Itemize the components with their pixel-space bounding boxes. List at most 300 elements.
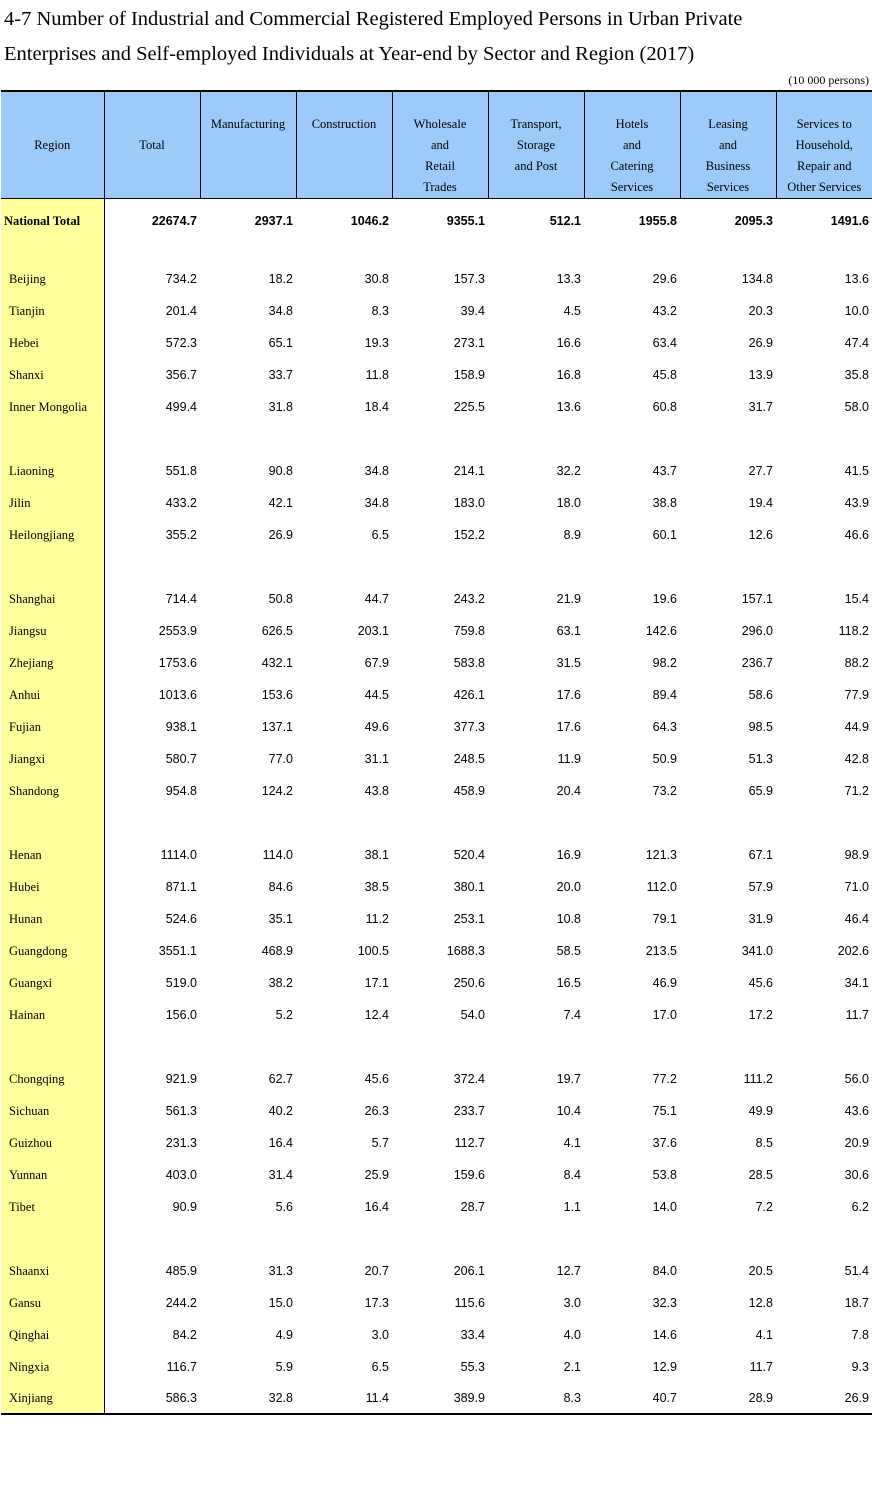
cell-construction: 44.5: [364, 688, 389, 702]
cell-leasing: 236.7: [741, 656, 773, 670]
cell-leasing: 98.5: [748, 720, 773, 734]
cell-manufacturing: 42.1: [268, 496, 293, 510]
header-transport: [488, 91, 584, 199]
cell-hotels: 60.8: [652, 400, 677, 414]
cell-total: 871.1: [165, 880, 197, 894]
cell-total: 524.6: [165, 912, 197, 926]
cell-services: 6.2: [851, 1200, 869, 1214]
cell-manufacturing: 65.1: [268, 336, 293, 350]
cell-transport: 13.3: [556, 272, 581, 286]
cell-total: 2553.9: [158, 624, 197, 638]
spacer-cell: [392, 423, 488, 455]
header-hotels: [584, 91, 680, 199]
spacer-cell: [104, 807, 200, 839]
cell-leasing: 134.8: [741, 272, 773, 286]
header-construction: [296, 91, 392, 199]
table-row: [1, 583, 872, 615]
data-table-container: [1, 90, 872, 1415]
cell-services: 7.8: [851, 1328, 869, 1342]
cell-total: 551.8: [165, 464, 197, 478]
cell-manufacturing: 31.4: [268, 1168, 293, 1182]
cell-region: Shaanxi: [1, 1255, 104, 1287]
cell-manufacturing: 77.0: [268, 752, 293, 766]
cell-region: Shandong: [1, 775, 104, 807]
spacer-cell: [776, 551, 872, 583]
table-row: [1, 1063, 872, 1095]
spacer-cell: [296, 1223, 392, 1255]
cell-transport: 3.0: [563, 1296, 581, 1310]
cell-services: 30.6: [844, 1168, 869, 1182]
title-line-1: 4-7 Number of Industrial and Commercial Registered Employed Persons in Urban Private: [4, 8, 743, 30]
cell-region: Guizhou: [1, 1127, 104, 1159]
cell-construction: 16.4: [364, 1200, 389, 1214]
cell-construction: 11.8: [365, 368, 389, 382]
group-spacer-row: [1, 807, 872, 839]
spacer-cell: [200, 243, 296, 263]
cell-hotels: 45.8: [652, 368, 677, 382]
spacer-cell: [296, 1031, 392, 1063]
table-row: [1, 615, 872, 647]
spacer-cell: [392, 243, 488, 263]
cell-construction: 49.6: [364, 720, 389, 734]
cell-wholesale: 183.0: [453, 496, 485, 510]
cell-transport: 16.8: [556, 368, 581, 382]
cell-services: 88.2: [844, 656, 869, 670]
cell-wholesale: 112.7: [454, 1136, 485, 1150]
cell-region: Yunnan: [1, 1159, 104, 1191]
cell-leasing: 28.9: [680, 1383, 776, 1414]
cell-wholesale: 243.2: [453, 592, 485, 606]
cell-total: 1114.0: [160, 848, 197, 862]
table-row: [1, 263, 872, 295]
cell-hotels: 1955.8: [638, 214, 677, 228]
cell-wholesale: 159.6: [453, 1168, 485, 1182]
cell-leasing: 27.7: [748, 464, 773, 478]
cell-construction: 45.6: [364, 1072, 389, 1086]
spacer-cell: [776, 423, 872, 455]
spacer-cell: [776, 1031, 872, 1063]
cell-transport: 10.4: [556, 1104, 581, 1118]
cell-construction: 12.4: [364, 1008, 389, 1022]
header-construction-label: Construction: [311, 117, 377, 131]
spacer-cell: [584, 243, 680, 263]
cell-transport: 4.5: [563, 304, 581, 318]
cell-services: 9.3: [851, 1360, 869, 1374]
table-row: [1, 1383, 872, 1414]
group-spacer-row: [1, 423, 872, 455]
cell-total: 156.0: [165, 1008, 197, 1022]
cell-leasing: 19.4: [748, 496, 773, 510]
cell-hotels: 37.6: [652, 1136, 677, 1150]
table-row: [1, 1095, 872, 1127]
header-region: Region: [1, 91, 104, 199]
table-row: [1, 391, 872, 423]
cell-wholesale: 377.3: [453, 720, 485, 734]
cell-leasing: 26.9: [748, 336, 773, 350]
cell-transport: 17.6: [556, 688, 581, 702]
cell-region: National Total: [1, 199, 104, 244]
cell-hotels: 38.8: [652, 496, 677, 510]
cell-transport: 58.5: [556, 944, 581, 958]
cell-leasing: 20.5: [748, 1264, 773, 1278]
cell-leasing: 11.7: [749, 1360, 773, 1374]
cell-region: Gansu: [1, 1287, 104, 1319]
cell-leasing: 296.0: [741, 624, 773, 638]
group-spacer-row: [1, 1031, 872, 1063]
cell-services: 71.2: [844, 784, 869, 798]
spacer-cell: [200, 423, 296, 455]
header-services: [776, 91, 872, 199]
cell-leasing: 45.6: [748, 976, 773, 990]
header-manufacturing: [200, 91, 296, 199]
cell-wholesale: 426.1: [453, 688, 485, 702]
cell-hotels: 89.4: [652, 688, 677, 702]
cell-wholesale: 9355.1: [446, 214, 485, 228]
cell-total: 201.4: [165, 304, 197, 318]
cell-region: Xinjiang: [1, 1383, 104, 1414]
cell-services: 118.2: [838, 624, 869, 638]
spacer-cell: [680, 243, 776, 263]
cell-manufacturing: 5.9: [275, 1360, 293, 1374]
cell-manufacturing: 35.1: [268, 912, 293, 926]
cell-wholesale: 214.1: [453, 464, 485, 478]
cell-leasing: 4.1: [755, 1328, 773, 1342]
cell-total: 433.2: [165, 496, 197, 510]
cell-wholesale: 54.0: [460, 1008, 485, 1022]
cell-manufacturing: 84.6: [268, 880, 293, 894]
cell-transport: 11.9: [557, 752, 581, 766]
cell-total: 3551.1: [158, 944, 197, 958]
cell-leasing: 31.9: [748, 912, 773, 926]
cell-leasing: 17.2: [748, 1008, 773, 1022]
spacer-cell: [488, 551, 584, 583]
cell-wholesale: 225.5: [453, 400, 485, 414]
cell-hotels: 84.0: [652, 1264, 677, 1278]
cell-wholesale: 372.4: [453, 1072, 485, 1086]
cell-construction: 31.1: [364, 752, 389, 766]
cell-leasing: 12.8: [748, 1296, 773, 1310]
cell-region: Beijing: [1, 263, 104, 295]
group-spacer-row: [1, 551, 872, 583]
cell-leasing: 58.6: [748, 688, 773, 702]
cell-services: 56.0: [844, 1072, 869, 1086]
cell-wholesale: 115.6: [454, 1296, 485, 1310]
cell-transport: 32.2: [556, 464, 581, 478]
cell-construction: 34.8: [364, 464, 389, 478]
cell-manufacturing: 114.0: [262, 848, 293, 862]
cell-wholesale: 157.3: [453, 272, 485, 286]
cell-wholesale: 583.8: [453, 656, 485, 670]
spacer-cell: [680, 423, 776, 455]
cell-leasing: 2095.3: [734, 214, 773, 228]
spacer-cell: [1, 423, 104, 455]
cell-transport: 16.9: [556, 848, 581, 862]
cell-services: 77.9: [844, 688, 869, 702]
cell-hotels: 63.4: [652, 336, 677, 350]
cell-wholesale: 33.4: [460, 1328, 485, 1342]
cell-total: 244.2: [165, 1296, 197, 1310]
cell-hotels: 112.0: [646, 880, 677, 894]
spacer-cell: [680, 1031, 776, 1063]
cell-construction: 67.9: [364, 656, 389, 670]
cell-services: 202.6: [837, 944, 869, 958]
cell-manufacturing: 50.8: [268, 592, 293, 606]
cell-hotels: 40.7: [584, 1383, 680, 1414]
table-row: [1, 455, 872, 487]
cell-manufacturing: 34.8: [268, 304, 293, 318]
cell-wholesale: 233.7: [453, 1104, 485, 1118]
header-hotels-label: Hotels and Catering Services: [610, 117, 654, 194]
cell-transport: 4.1: [563, 1136, 581, 1150]
national-total-row: [1, 199, 872, 244]
cell-manufacturing: 40.2: [268, 1104, 293, 1118]
cell-total: 499.4: [165, 400, 197, 414]
spacer-cell: [680, 807, 776, 839]
table-row: [1, 487, 872, 519]
cell-leasing: 7.2: [755, 1200, 773, 1214]
cell-total: 403.0: [165, 1168, 197, 1182]
spacer-cell: [104, 243, 200, 263]
cell-hotels: 14.0: [652, 1200, 677, 1214]
cell-services: 13.6: [844, 272, 869, 286]
cell-region: Tibet: [1, 1191, 104, 1223]
table-row: [1, 327, 872, 359]
group-spacer-row: [1, 1223, 872, 1255]
cell-leasing: 57.9: [748, 880, 773, 894]
header-manufacturing-label: Manufacturing: [210, 117, 286, 131]
cell-construction: 17.3: [364, 1296, 389, 1310]
cell-transport: 21.9: [556, 592, 581, 606]
cell-hotels: 32.3: [652, 1296, 677, 1310]
cell-leasing: 20.3: [748, 304, 773, 318]
cell-manufacturing: 5.6: [275, 1200, 293, 1214]
cell-services: 41.5: [844, 464, 869, 478]
cell-leasing: 13.9: [748, 368, 773, 382]
cell-construction: 203.1: [357, 624, 389, 638]
cell-transport: 16.6: [556, 336, 581, 350]
spacer-cell: [488, 423, 584, 455]
cell-manufacturing: 31.3: [268, 1264, 293, 1278]
table-row: [1, 1191, 872, 1223]
spacer-cell: [1, 243, 104, 263]
cell-manufacturing: 62.7: [268, 1072, 293, 1086]
spacer-cell: [392, 1223, 488, 1255]
cell-transport: 10.8: [556, 912, 581, 926]
cell-construction: 3.0: [371, 1328, 389, 1342]
spacer-cell: [200, 807, 296, 839]
cell-manufacturing: 38.2: [268, 976, 293, 990]
cell-transport: 31.5: [556, 656, 581, 670]
table-row: [1, 519, 872, 551]
cell-wholesale: 206.1: [453, 1264, 485, 1278]
title-line-2: Enterprises and Self-employed Individuals at Year-end by Sector and Region (2017): [4, 43, 695, 65]
table-row: [1, 295, 872, 327]
cell-transport: 4.0: [563, 1328, 581, 1342]
cell-construction: 25.9: [364, 1168, 389, 1182]
cell-region: Jiangsu: [1, 615, 104, 647]
cell-hotels: 73.2: [652, 784, 677, 798]
table-row: [1, 967, 872, 999]
spacer-cell: [488, 1031, 584, 1063]
cell-construction: 44.7: [364, 592, 389, 606]
cell-manufacturing: 626.5: [261, 624, 293, 638]
cell-wholesale: 389.9: [392, 1383, 488, 1414]
cell-transport: 20.0: [556, 880, 581, 894]
cell-hotels: 142.6: [645, 624, 677, 638]
cell-services: 34.1: [844, 976, 869, 990]
cell-region: Guangdong: [1, 935, 104, 967]
table-row: [1, 679, 872, 711]
cell-wholesale: 380.1: [453, 880, 485, 894]
spacer-cell: [584, 423, 680, 455]
cell-total: 485.9: [165, 1264, 197, 1278]
spacer-cell: [104, 423, 200, 455]
table-row: [1, 743, 872, 775]
cell-manufacturing: 124.2: [261, 784, 293, 798]
cell-services: 43.9: [844, 496, 869, 510]
cell-leasing: 341.0: [741, 944, 773, 958]
cell-hotels: 60.1: [652, 528, 677, 542]
cell-services: 18.7: [844, 1296, 869, 1310]
table-row: [1, 1255, 872, 1287]
cell-transport: 7.4: [563, 1008, 581, 1022]
cell-services: 44.9: [844, 720, 869, 734]
cell-total: 355.2: [165, 528, 197, 542]
cell-hotels: 121.3: [645, 848, 677, 862]
table-row: [1, 1287, 872, 1319]
spacer-cell: [200, 1223, 296, 1255]
cell-construction: 34.8: [364, 496, 389, 510]
cell-transport: 1.1: [563, 1200, 581, 1214]
spacer-cell: [488, 243, 584, 263]
cell-manufacturing: 432.1: [261, 656, 293, 670]
spacer-cell: [1, 1223, 104, 1255]
spacer-cell: [296, 807, 392, 839]
cell-region: Shanghai: [1, 583, 104, 615]
spacer-cell: [200, 551, 296, 583]
spacer-cell: [296, 551, 392, 583]
cell-region: Liaoning: [1, 455, 104, 487]
table-row: [1, 839, 872, 871]
cell-services: 98.9: [844, 848, 869, 862]
cell-hotels: 64.3: [652, 720, 677, 734]
cell-region: Chongqing: [1, 1063, 104, 1095]
spacer-cell: [296, 423, 392, 455]
cell-construction: 1046.2: [350, 214, 389, 228]
cell-total: 954.8: [165, 784, 197, 798]
cell-region: Jiangxi: [1, 743, 104, 775]
cell-total: 1753.6: [158, 656, 197, 670]
cell-region: Jilin: [1, 487, 104, 519]
cell-region: Hebei: [1, 327, 104, 359]
cell-total: 84.2: [172, 1328, 197, 1342]
cell-region: Sichuan: [1, 1095, 104, 1127]
cell-hotels: 19.6: [652, 592, 677, 606]
table-row: [1, 903, 872, 935]
cell-region: Zhejiang: [1, 647, 104, 679]
cell-hotels: 46.9: [652, 976, 677, 990]
cell-transport: 13.6: [556, 400, 581, 414]
spacer-cell: [680, 1223, 776, 1255]
cell-wholesale: 458.9: [453, 784, 485, 798]
cell-hotels: 98.2: [652, 656, 677, 670]
cell-construction: 5.7: [371, 1136, 389, 1150]
cell-total: 22674.7: [151, 214, 197, 228]
cell-construction: 11.4: [296, 1383, 392, 1414]
cell-construction: 20.7: [364, 1264, 389, 1278]
table-title: [4, 2, 868, 72]
cell-construction: 17.1: [364, 976, 389, 990]
cell-construction: 100.5: [357, 944, 389, 958]
header-transport-label: Transport, Storage and Post: [510, 117, 562, 173]
cell-hotels: 12.9: [652, 1360, 677, 1374]
cell-leasing: 51.3: [748, 752, 773, 766]
cell-region: Hunan: [1, 903, 104, 935]
cell-services: 20.9: [844, 1136, 869, 1150]
cell-services: 43.6: [844, 1104, 869, 1118]
cell-manufacturing: 5.2: [275, 1008, 293, 1022]
cell-services: 10.0: [844, 304, 869, 318]
cell-hotels: 77.2: [652, 1072, 677, 1086]
table-row: [1, 871, 872, 903]
header-wholesale: [392, 91, 488, 199]
cell-manufacturing: 153.6: [261, 688, 293, 702]
cell-wholesale: 520.4: [453, 848, 485, 862]
table-row: [1, 1127, 872, 1159]
header-leasing: [680, 91, 776, 199]
cell-leasing: 12.6: [748, 528, 773, 542]
cell-total: 90.9: [172, 1200, 197, 1214]
cell-services: 26.9: [776, 1383, 872, 1414]
cell-manufacturing: 32.8: [200, 1383, 296, 1414]
cell-leasing: 67.1: [748, 848, 773, 862]
data-table: [1, 90, 872, 1415]
cell-hotels: 50.9: [652, 752, 677, 766]
cell-wholesale: 158.9: [453, 368, 485, 382]
table-row: [1, 647, 872, 679]
spacer-cell: [104, 1223, 200, 1255]
cell-wholesale: 28.7: [460, 1200, 485, 1214]
cell-total: 586.3: [104, 1383, 200, 1414]
cell-hotels: 79.1: [652, 912, 677, 926]
cell-total: 921.9: [165, 1072, 197, 1086]
spacer-cell: [776, 243, 872, 263]
group-spacer-row: [1, 243, 872, 263]
cell-construction: 18.4: [364, 400, 389, 414]
cell-wholesale: 55.3: [460, 1360, 485, 1374]
cell-wholesale: 250.6: [453, 976, 485, 990]
cell-construction: 11.2: [365, 912, 389, 926]
table-row: [1, 1351, 872, 1383]
cell-total: 231.3: [165, 1136, 197, 1150]
cell-total: 580.7: [165, 752, 197, 766]
cell-hotels: 14.6: [652, 1328, 677, 1342]
cell-transport: 2.1: [563, 1360, 581, 1374]
table-row: [1, 775, 872, 807]
cell-region: Tianjin: [1, 295, 104, 327]
cell-hotels: 43.2: [652, 304, 677, 318]
cell-total: 714.4: [165, 592, 197, 606]
cell-region: Guangxi: [1, 967, 104, 999]
cell-manufacturing: 18.2: [268, 272, 293, 286]
cell-total: 561.3: [165, 1104, 197, 1118]
cell-wholesale: 152.2: [453, 528, 485, 542]
cell-leasing: 31.7: [748, 400, 773, 414]
spacer-cell: [680, 551, 776, 583]
table-row: [1, 359, 872, 391]
cell-hotels: 17.0: [652, 1008, 677, 1022]
cell-manufacturing: 468.9: [261, 944, 293, 958]
